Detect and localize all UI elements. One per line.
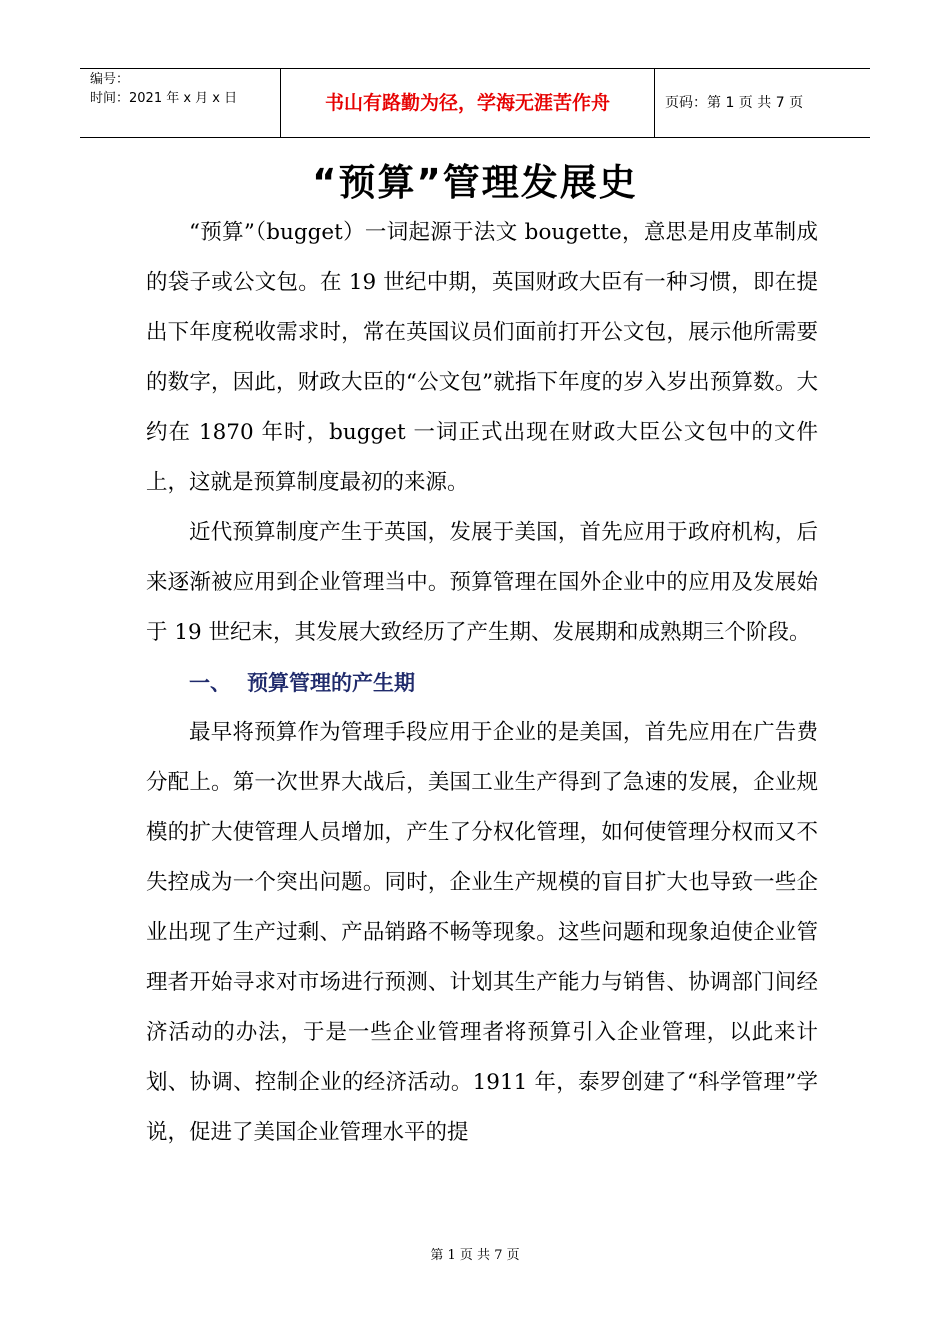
paragraph-modern-budget: 近代预算制度产生于英国，发展于美国，首先应用于政府机构，后来逐渐被应用到企业管理当中。预算管理在国外企业中的应用及发展始于 19 世纪末，其发展大致经历了产生期、发展期和成熟期三个阶段。 <box>146 520 818 645</box>
header-meta-cell <box>80 69 281 137</box>
document-body <box>146 208 818 1158</box>
header-page-cell <box>655 69 870 137</box>
header-page-info: 页码：第 1 页 共 7 页 <box>665 95 804 111</box>
section-heading-emergence <box>146 658 818 708</box>
document-title: “预算”管理发展史 <box>312 161 638 204</box>
document-header-table <box>80 68 870 138</box>
section-heading-number: 一、 <box>189 671 231 695</box>
document-number-label: 编号： <box>90 72 130 87</box>
paragraph-emergence: 最早将预算作为管理手段应用于企业的是美国，首先应用在广告费分配上。第一次世界大战后，美国工业生产得到了急速的发展，企业规模的扩大使管理人员增加，产生了分权化管理，如何使管理分权而又不失控成为一个突出问题。同时，企业生产规模的盲目扩大也导致一些企业出现了生产过剩、产品销路不畅等现象。这些问题和现象迫使企业管理者开始寻求对市场进行预测、计划其生产能力与销售、协调部门间经济活动的办法，于是一些企业管理者将预算引入企业管理，以此来计划、协调、控制企业的经济活动。1911 年，泰罗创建了“科学管理”学说，促进了美国企业管理水平的提 <box>146 720 818 1145</box>
header-motto-cell <box>281 69 655 137</box>
section-heading-title: 预算管理的产生期 <box>247 671 415 695</box>
paragraph-budget-origin: “预算”（bugget）一词起源于法文 bougette，意思是用皮革制成的袋子或公文包。在 19 世纪中期，英国财政大臣有一种习惯，即在提出下年度税收需求时，常在英国议员们面前打开公文包，展示他所需要的数字，因此，财政大臣的“公文包”就指下年度的岁入岁出预算数。大约在 1870 年时，bugget 一词正式出现在财政大臣公文包中的文件上，这就是预算制度最初的来源。 <box>146 220 818 495</box>
document-time-label: 时间：2021 年 x 月 x 日 <box>90 91 238 106</box>
header-motto: 书山有路勤为径，学海无涯苦作舟 <box>324 92 610 114</box>
page-footer: 第 1 页 共 7 页 <box>430 1248 520 1263</box>
